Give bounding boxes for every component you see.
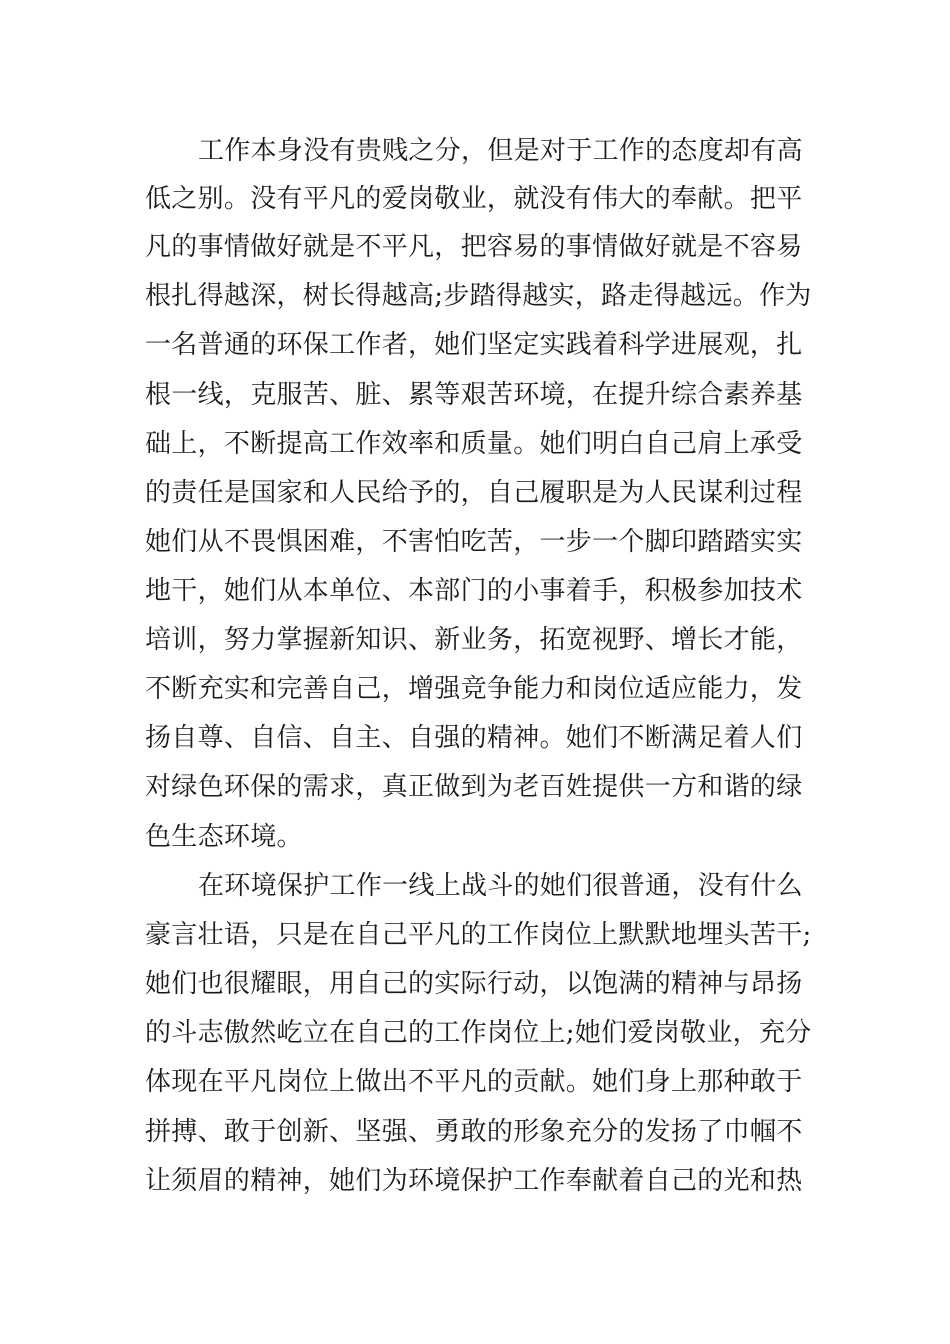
paragraph-2-line-1: 在环境保护工作一线上战斗的她们很普通，没有什么 [198, 871, 803, 901]
paragraph-1-line-7: 础上，不断提高工作效率和质量。她们明白自己肩上承受 [145, 429, 803, 459]
paragraph-1-line-12: 不断充实和完善自己，增强竞争能力和岗位适应能力，发 [145, 674, 803, 704]
paragraph-1-line-4: 根扎得越深，树长得越高;步踏得越实，路走得越远。作为 [145, 281, 812, 311]
paragraph-1-line-14: 对绿色环保的需求，真正做到为老百姓提供一方和谐的绿 [145, 772, 803, 802]
paragraph-1-line-15: 色生态环境。 [145, 822, 303, 852]
paragraph-1-line-8: 的责任是国家和人民给予的，自己履职是为人民谋利过程 [145, 478, 803, 508]
paragraph-2-line-4: 的斗志傲然屹立在自己的工作岗位上;她们爱岗敬业，充分 [145, 1018, 812, 1048]
paragraph-1-line-5: 一名普通的环保工作者，她们坚定实践着科学进展观，扎 [145, 330, 803, 360]
paragraph-1-line-1: 工作本身没有贵贱之分，但是对于工作的态度却有高 [198, 136, 803, 166]
paragraph-2-line-7: 让须眉的精神，她们为环境保护工作奉献着自己的光和热 [145, 1166, 803, 1196]
paragraph-1-line-10: 地干，她们从本单位、本部门的小事着手，积极参加技术 [145, 576, 803, 606]
paragraph-2-line-3: 她们也很耀眼，用自己的实际行动，以饱满的精神与昂扬 [145, 969, 803, 999]
paragraph-1-line-2: 低之别。没有平凡的爱岗敬业，就没有伟大的奉献。把平 [145, 184, 803, 214]
paragraph-2-line-5: 体现在平凡岗位上做出不平凡的贡献。她们身上那种敢于 [145, 1067, 803, 1097]
paragraph-2-line-2: 豪言壮语，只是在自己平凡的工作岗位上默默地埋头苦干; [145, 920, 812, 950]
paragraph-1-line-9: 她们从不畏惧困难，不害怕吃苦，一步一个脚印踏踏实实 [145, 527, 803, 557]
paragraph-1-line-3: 凡的事情做好就是不平凡，把容易的事情做好就是不容易 [145, 232, 803, 262]
paragraph-1-line-13: 扬自尊、自信、自主、自强的精神。她们不断满足着人们 [145, 723, 803, 753]
paragraph-2-line-6: 拼搏、敢于创新、坚强、勇敢的形象充分的发扬了巾帼不 [145, 1117, 803, 1147]
paragraph-1-line-11: 培训，努力掌握新知识、新业务，拓宽视野、增长才能， [145, 625, 803, 655]
paragraph-1-line-6: 根一线，克服苦、脏、累等艰苦环境，在提升综合素养基 [145, 380, 803, 410]
